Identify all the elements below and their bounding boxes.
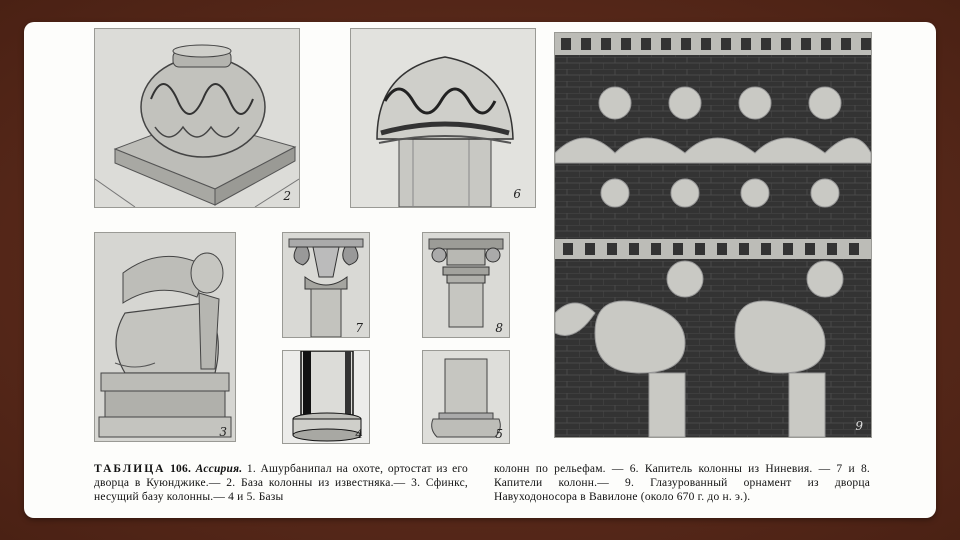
column-base-illustration: [95, 29, 299, 207]
figure-number-9: 9: [855, 419, 863, 433]
plate-glazed-ornament: [554, 32, 872, 438]
figure-number-7: 7: [355, 321, 363, 335]
caption-left: [94, 462, 468, 504]
plate-column-base-5: [422, 350, 510, 444]
sphinx-illustration: [95, 233, 235, 441]
caption-lead: ТАБЛИЦА: [94, 463, 166, 475]
figure-number-2: 2: [283, 189, 291, 203]
figure-number-8: 8: [495, 321, 503, 335]
plate-capital-7: [282, 232, 370, 338]
glazed-ornament-illustration: [555, 33, 871, 437]
plate-column-base: [94, 28, 300, 208]
caption-table-number: 106.: [170, 463, 192, 475]
figure-number-5: 5: [495, 427, 503, 441]
figure-number-3: 3: [219, 425, 227, 439]
caption-country: Ассирия.: [195, 463, 243, 475]
plate-column-base-4: [282, 350, 370, 444]
figure-number-6: 6: [513, 187, 521, 201]
plate-sphinx: [94, 232, 236, 442]
caption-left-text: 1. Ашурбанипал на охоте, ортостат из его дворца в Куюнджике.— 2. База колонны из известняка.— 3. Сфинкс, несущий базу колонны.— 4 и 5. Базы: [94, 463, 468, 503]
document-sheet: [24, 22, 936, 518]
caption-right: [494, 462, 870, 504]
plate-capital-nineveh: [350, 28, 536, 208]
figure-number-4: 4: [355, 427, 363, 441]
capital-illustration: [351, 29, 535, 207]
plate-capital-8: [422, 232, 510, 338]
caption-right-text: колонн по рельефам. — 6. Капитель колонны из Ниневия. — 7 и 8. Капители колонн.— 9. Глазурованный орнамент из дворца Навуходоносора в Вавилоне (около 670 г. до н. э.).: [494, 463, 870, 503]
